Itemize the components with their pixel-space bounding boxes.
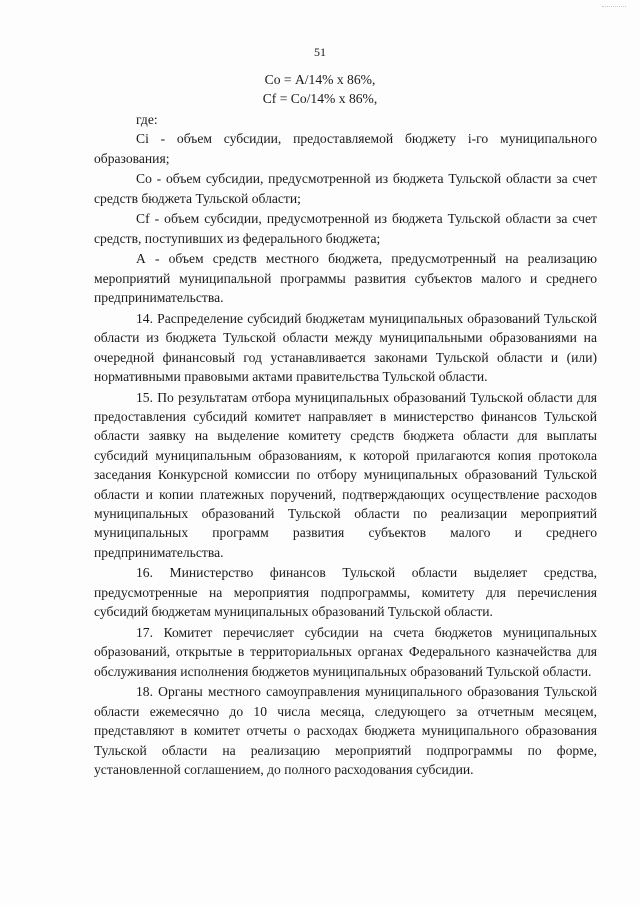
clause-18: 18. Органы местного самоуправления муниципального образования Тульской области ежемесячно до 10 числа месяца, следующего за отчетным месяцем, представляют в комитет отчеты о расходах бюджета муниципального образования Тульской области на реализацию мероприятий подпрограммы по форме, установленной соглашением, до полного расходования субсидии. [94,684,597,777]
page-number: 51 [314,45,326,59]
definition-cf: Cf - объем субсидии, предусмотренной из бюджета Тульской области за счет средств, поступивших из федерального бюджета; [94,211,597,246]
clause-17: 17. Комитет перечисляет субсидии на счета бюджетов муниципальных образований, открытые в территориальных органах Федерального казначейства для обслуживания исполнения бюджетов муниципальных образований Тульской области. [94,624,597,679]
clause-14: 14. Распределение субсидий бюджетам муниципальных образований Тульской области из бюджета Тульской области между муниципальными образованиями на очередной финансовый год устанавливается законами Тульской области и (или) нормативными правовыми актами правительства Тульской области. [94,310,597,385]
clause-15: 15. По результатам отбора муниципальных образований Тульской области для предоставления субсидий комитет направляет в министерство финансов Тульской области заявку на выделение комитету средств бюджета области для выплаты субсидий муниципальным образованиям, к которой прилагаются копия протокола заседания Конкурсной комиссии по отбору муниципальных образований Тульской области и копии платежных поручений, подтверждающих осуществление расходов муниципальных образований Тульской области по реализации мероприятий муниципальных программ развития субъектов малого и среднего предпринимательства. [94,389,597,560]
formula-cf: Cf = Со/14% х 86%, [262,91,378,106]
definition-a: А - объем средств местного бюджета, предусмотренный на реализацию мероприятий муниципальной программы развития субъектов малого и среднего предпринимательства. [94,251,597,306]
where-label: где: [136,112,158,127]
definition-co: Со - объем субсидии, предусмотренной из бюджета Тульской области за счет средств бюджета Тульской области; [94,171,597,206]
formula-block [0,70,640,108]
formula-co: Со = А/14% х 86%, [264,72,376,87]
scan-artifact [602,6,626,9]
clause-16: 16. Министерство финансов Тульской области выделяет средства, предусмотренные на мероприятия подпрограммы, комитету для перечисления субсидий бюджетам муниципальных образований Тульской области. [94,565,597,620]
document-body [94,110,597,781]
definition-ci: Ci - объем субсидии, предоставляемой бюджету i-го муниципального образования; [94,131,597,166]
